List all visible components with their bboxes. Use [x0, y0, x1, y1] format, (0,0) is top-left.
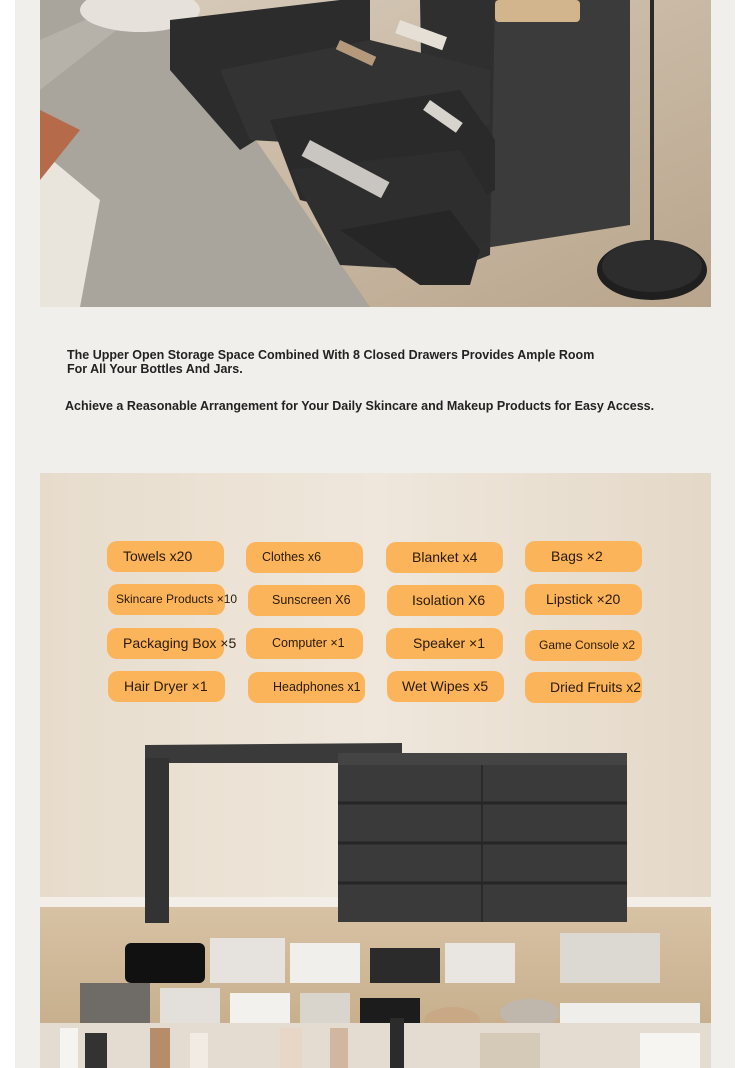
- storage-item-tag: Lipstick ×20: [525, 584, 642, 615]
- drawers-open-photo: [40, 0, 711, 307]
- storage-item-tag: Headphones x1: [248, 672, 365, 703]
- storage-item-tag: Blanket x4: [386, 542, 503, 573]
- storage-description-line-2: For All Your Bottles And Jars.: [67, 362, 243, 376]
- storage-item-tag: Hair Dryer ×1: [108, 671, 225, 702]
- product-detail-page: [15, 0, 735, 1068]
- storage-item-tag: Towels x20: [107, 541, 224, 572]
- storage-item-tag: Wet Wipes x5: [387, 671, 504, 702]
- storage-item-tag: Game Console x2: [525, 630, 642, 661]
- storage-capacity-photo: [40, 473, 711, 1068]
- storage-item-tag: Bags ×2: [525, 541, 642, 572]
- storage-item-tag: Dried Fruits x2: [525, 672, 642, 703]
- storage-item-tag: Isolation X6: [387, 585, 504, 616]
- storage-item-tag: Clothes x6: [246, 542, 363, 573]
- storage-item-tag: Packaging Box ×5: [107, 628, 224, 659]
- drawers-open-illustration: [40, 0, 711, 307]
- storage-item-tag: Skincare Products ×10: [108, 584, 225, 615]
- arrangement-description: Achieve a Reasonable Arrangement for Your Daily Skincare and Makeup Products for Easy Access.: [65, 399, 655, 413]
- storage-item-tag: Computer ×1: [246, 628, 363, 659]
- storage-items-grid: [40, 473, 711, 733]
- storage-item-tag: Sunscreen X6: [248, 585, 365, 616]
- storage-description-line-1: The Upper Open Storage Space Combined With 8 Closed Drawers Provides Ample Room: [67, 348, 595, 362]
- storage-description: [67, 348, 627, 376]
- storage-item-tag: Speaker ×1: [386, 628, 503, 659]
